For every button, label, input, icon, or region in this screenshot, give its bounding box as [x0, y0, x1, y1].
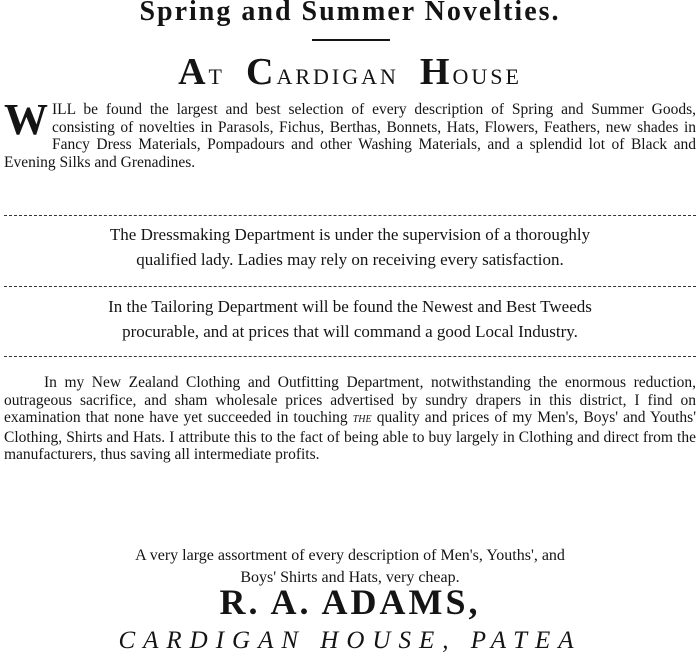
- subheading-rest-ardigan: ARDIGAN: [276, 64, 399, 89]
- clothing-paragraph: [4, 374, 696, 464]
- advertisement-heading: Spring and Summer Novelties.: [139, 0, 561, 27]
- section-divider-3: [4, 356, 696, 357]
- intro-text: ILL be found the largest and best selection of every description of Spring and Summer Goods, consisting of novelties in Parasols, Fichus, Berthas, Bonnets, Hats, Flowers, Feathers, new shades in Fancy Dress Materials, Pompadours and other Washing Materials, and a splendid lot of Black and Evening Silks and Grenadines.: [4, 101, 696, 171]
- section-divider-1: [4, 215, 696, 216]
- section-divider-2: [4, 286, 696, 287]
- heading-divider: [312, 39, 390, 41]
- subheading-initial-a: A: [178, 51, 209, 93]
- tailoring-notice: [4, 294, 696, 344]
- intro-drop-cap: W: [4, 95, 48, 144]
- clothing-emphasis: THE: [352, 414, 372, 426]
- subheading-rest-ouse: OUSE: [452, 64, 522, 89]
- clothing-text-after: quality and prices of my Men's, Boys' and Youths' Clothing, Shirts and Hats. I attribute this to the fact of being able to buy largely in Clothing and direct from the manufacturers, thus saving all intermediate profits.: [4, 409, 696, 464]
- merchant-name: R. A. ADAMS,: [219, 582, 481, 622]
- store-address: CARDIGAN HOUSE, PATEA: [118, 627, 582, 654]
- intro-paragraph: [4, 95, 696, 171]
- dressmaking-notice: [4, 222, 696, 272]
- subheading-rest-t: T: [208, 64, 225, 89]
- subheading-initial-h: H: [419, 51, 453, 93]
- assortment-line-2: Boys' Shirts and Hats, very cheap.: [240, 569, 460, 586]
- dressmaking-line-1: The Dressmaking Department is under the supervision of a thoroughly: [109, 225, 591, 244]
- tailoring-line-1: In the Tailoring Department will be found the Newest and Best Tweeds: [108, 297, 592, 316]
- tailoring-line-2: procurable, and at prices that will command a good Local Industry.: [122, 322, 578, 341]
- subheading-initial-c: C: [245, 51, 277, 93]
- assortment-line-1: A very large assortment of every description of Men's, Youths', and: [135, 547, 565, 564]
- clothing-text-before: In my New Zealand Clothing and Outfitting Department, notwithstanding the enormous reduction, outrageous sacrifice, and sham wholesale prices advertised by sundry drapers in this district, I find on examination that none have yet succeeded in touching: [4, 374, 696, 427]
- store-name-heading: [0, 50, 700, 94]
- dressmaking-line-2: qualified lady. Ladies may rely on receiving every satisfaction.: [136, 250, 564, 269]
